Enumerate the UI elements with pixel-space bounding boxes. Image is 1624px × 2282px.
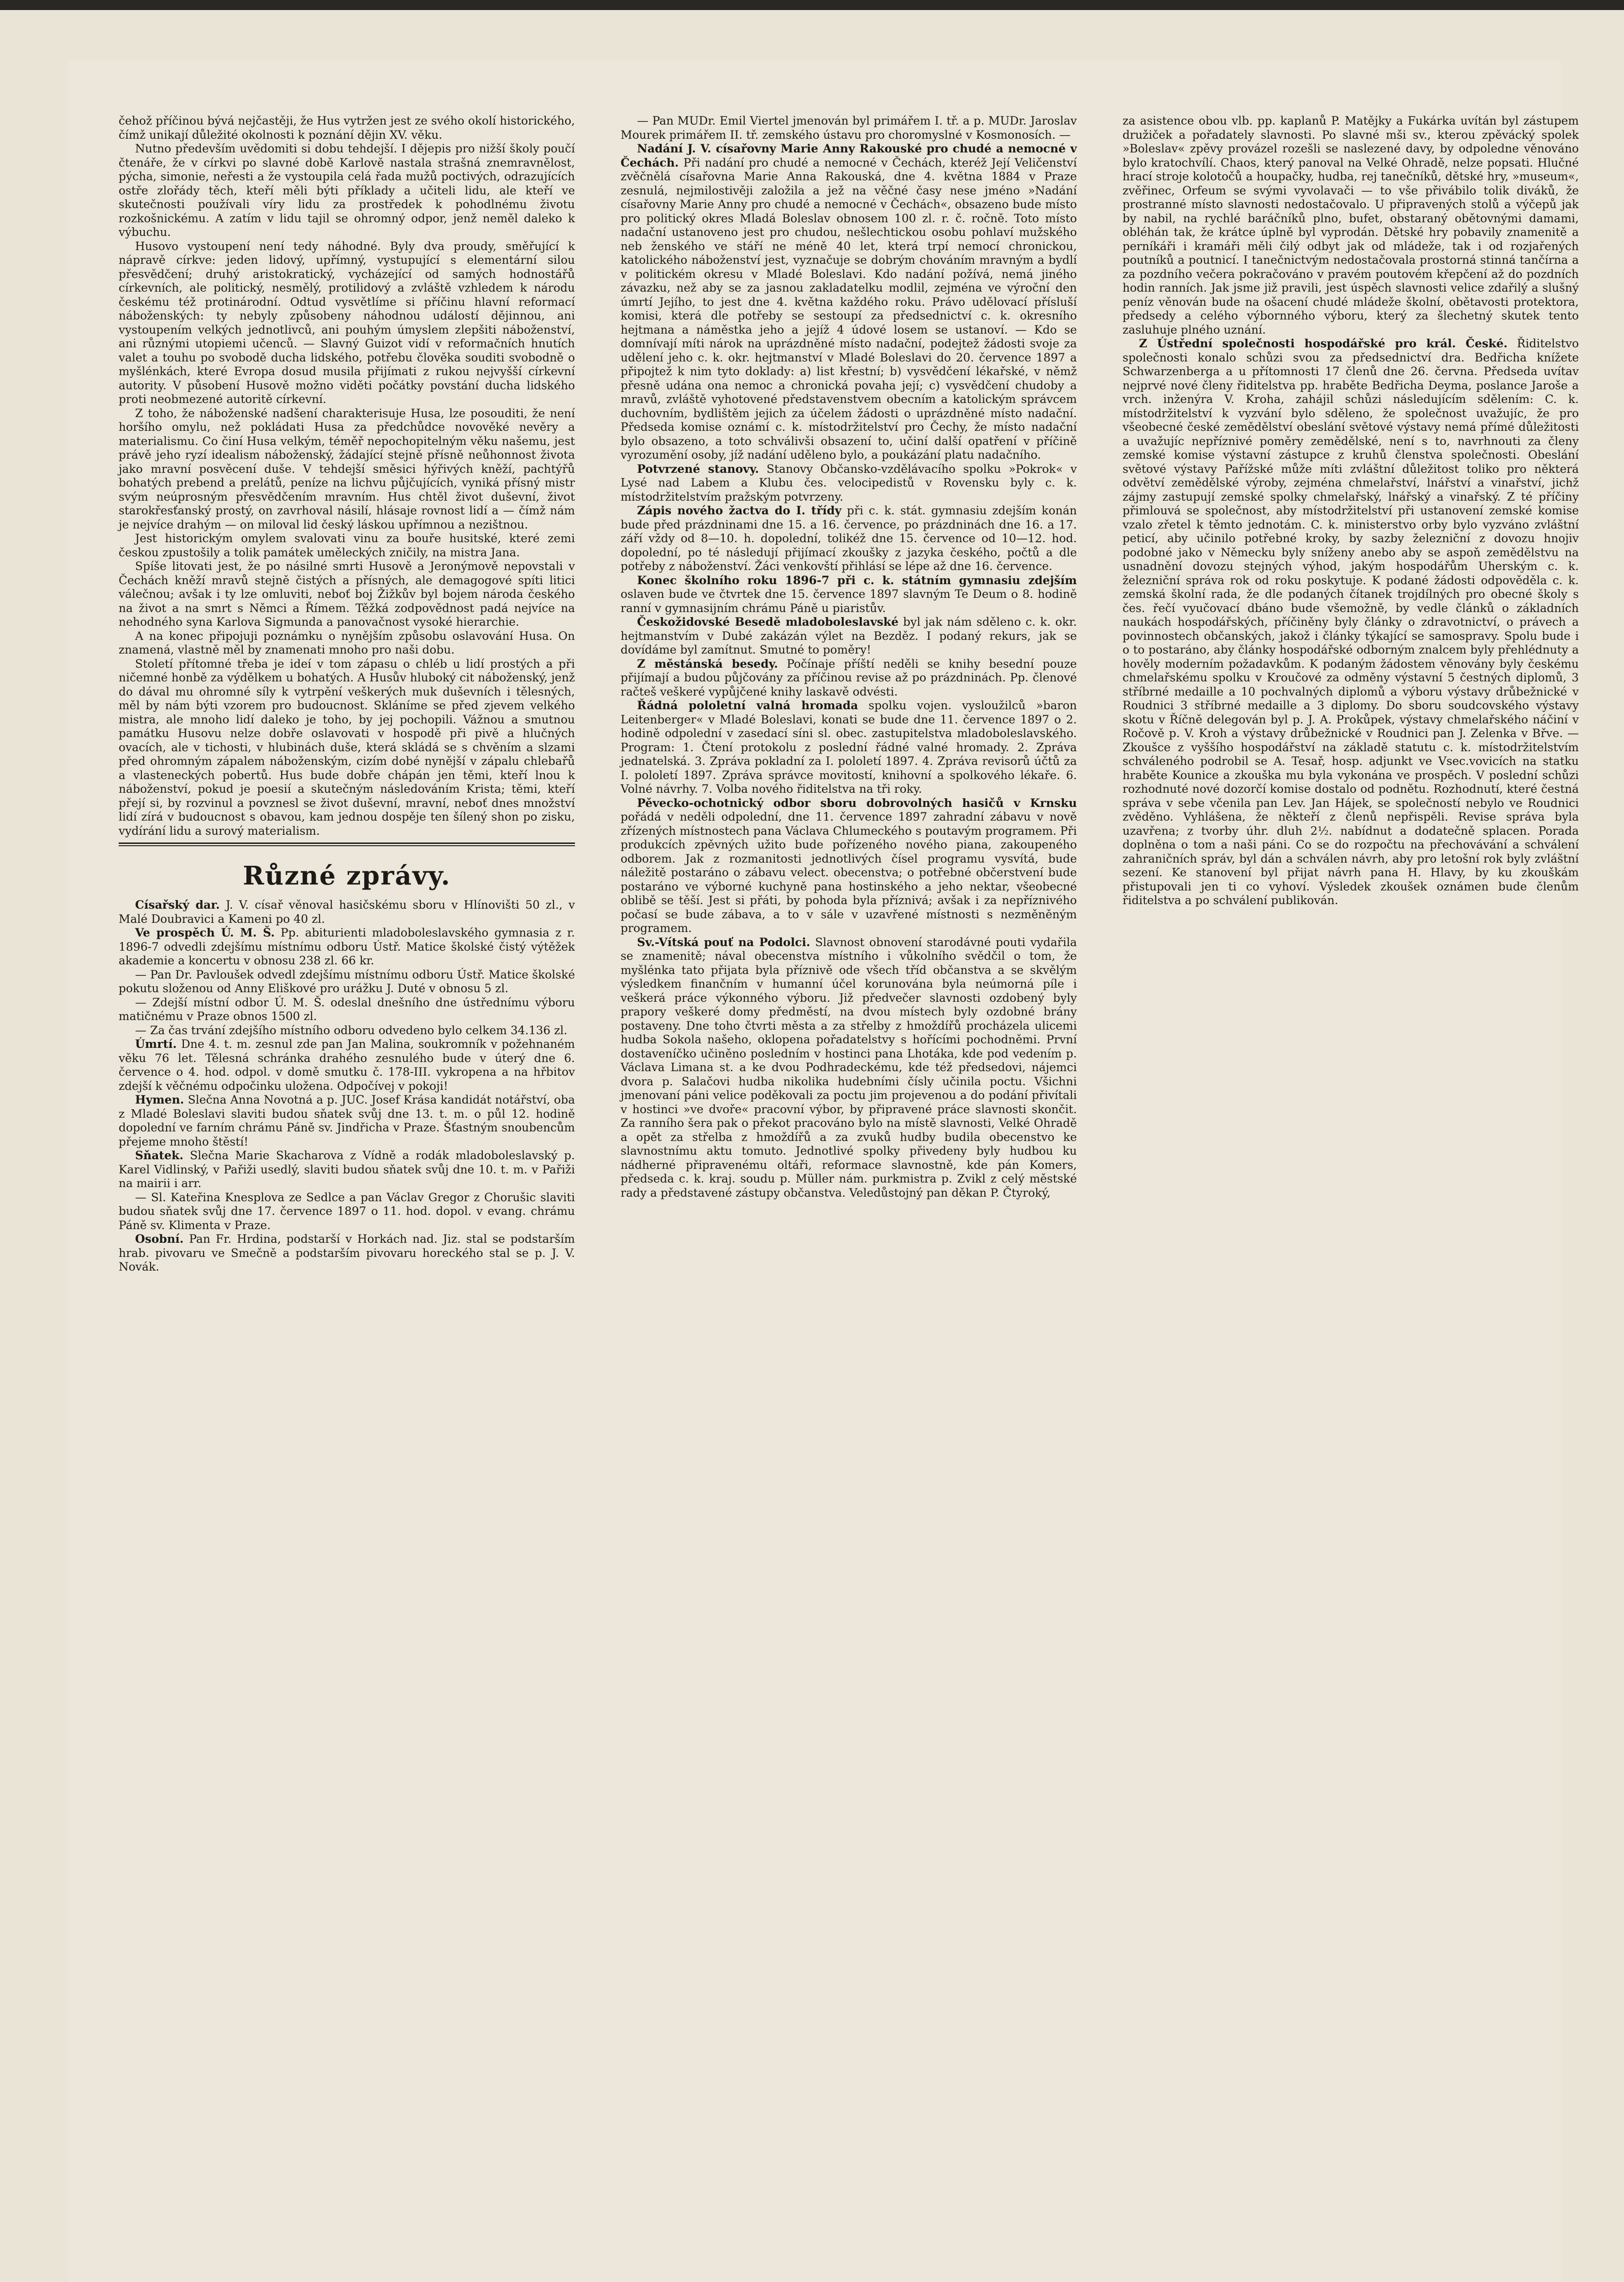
news-item [621,657,1077,699]
news-item [1123,114,1579,337]
article-paragraph: Nutno především uvědomiti si dobu tehdejší. I dějepis pro nižší školy poučí čtenáře, že v církvi po slavné době Karlově nastala strašná znemravnělost, pýcha, simonie, neřesti a že vystoupila celá řada mužů poctivých, odrazujících ostře zlořády těch, kteří měli býti příklady a učiteli lidu, ale kteří ve skutečnosti používali víry lidu za prostředek k pohodlnému životu rozkošnickému. A zatím v lidu tajil se ohromný odpor, jenž neměl daleko k výbuchu. [119,142,575,239]
news-item [119,1191,575,1233]
news-text: za asistence obou vlb. pp. kaplanů P. Matějky a Fukárka uvítán byl zástupem družiček a pořadately slavnosti. Po slavné mši sv., kterou zpěvácký spolek »Boleslav« zpěvy provázel rozešli se naslezené davy, by odpoledne věnováno bylo kratochvílí. Chaos, který panoval na Velké Ohradě, nelze popsati. Hlučné hrací stroje kolotočů a houpačky, hudba, rej tanečníků, dětské hry, »museum«, zvěřinec, Orfeum se svými vyvolavači — to vše přivábilo tolik diváků, že prostranné místo slavnosti nedostačovalo. U připravených stolů a výčepů jak by nabil, na rychlé baráčníků plno, bufet, obstaraný obětovnými damami, obléhán tak, že krátce úplně byl vyprodán. Dětské hry pobavily znamenitě a perníkáři i kramáři měli čilý odbyt jak od mládeže, tak i od rozjařených poutníků a poutnicí. I tanečnictvým nedostačovala prostorná stinná tančírna a za pozdního večera pokračováno v pravém poutovém křepčení až do pozdních hodin ranních. Jak jsme již pravili, jest úspěch slavnosti velice zdařilý a slušný peníz věnován bude na ošacení chudé mládeže školní, obětavosti protektora, předsedy a celého výbornného výboru, který za šlechetný skutek tento zasluhuje plného uznání. [1123,114,1579,336]
news-text: Pp. abiturienti mladoboleslavského gymnasia z r. 1896-7 odvedli zdejšímu místnímu odboru Ústř. Matice školské čistý výtěžek akademie a koncertu v obnosu 238 zl. 66 kr. [119,926,575,967]
news-item [119,1093,575,1149]
section-rule [119,845,575,846]
news-item [119,926,575,968]
news-text: spolku vojen. vysloužilců »baron Leitenberger« v Mladé Boleslavi, konati se bude dne 11. července 1897 o 2. hodině odpolední v zasedací síni sl. obec. zastupitelstva mladoboleslavského. Program: 1. Čtení protokolu z poslední řádné valné hromady. 2. Zpráva jednatelská. 3. Zpráva pokladní za I. pololetí 1897. 4. Zpráva revisorů účtů za I. pololetí 1897. Zpráva správce movitostí, knihovní a spolkového lékaře. 6. Volné návrhy. 7. Volba nového řiditelstva na tři roky. [621,699,1077,796]
news-item [621,114,1077,142]
news-text: pořádá v neděli odpolední, dne 11. července 1897 zahradní zábavu v nově zřízených místnostech pana Václava Chlumeckého s poutavým programem. Při produkcích zpěvných užito bude pořízeného nového piana, zakoupeného odborem. Jak z rozmanitosti jednotlivých čísel programu vysvítá, bude náležitě postaráno o zábavu velect. obecenstva; o potřebné občerstvení bude postaráno ve výborné kuchyně pana hostinského a jeho nektar, všeobecné oblibě se těší. Jest si přáti, by pohoda byla příznivá; avšak i za nepříznivého počasí se bude zábava, a to v sále v uzavřené místnosti s nezměněným programem. [621,810,1077,935]
news-item [621,462,1077,504]
news-text: — Zdejší místní odbor Ú. M. Š. odeslal dnešního dne ústřednímu výboru matičnému v Praze obnos 1500 zl. [119,995,575,1023]
news-text: J. V. císař věnoval hasičskému sboru v Hlínovišti 50 zl., v Malé Doubravici a Kameni po 40 zl. [119,898,575,926]
section-title: Různé zprávy. [243,861,451,891]
news-item [621,615,1077,657]
news-text: Pan Fr. Hrdina, podstarší v Horkách nad. Jiz. stal se podstarším hrab. pivovaru ve Smečně a podstarším pivovaru horeckého stal se p. J. V. Novák. [119,1232,575,1273]
article-paragraph: Století přítomné třeba je ideí v tom zápasu o chléb u lidí prostých a při ničemné honbě za výdělkem u bohatých. A Husův hluboký cit náboženský, jenž do dával mu ohromné síly k vytrpění veškerých muk duševních i tělesných, měl by nám býti vzorem pro budoucnost. Skláníme se před zjevem velkého mistra, ale mnoho lidí daleko je toho, by jej pochopili. Vážnou a smutnou památku Husovu nelze dobře oslavovati v hospodě při pivě a hlučných ovacích, ale v tichosti, v hlubinách duše, která skládá se s chvěním a slzami před ohromným zápalem náboženským, cizím dobé nynější v zápalu chlebařů a vlasteneckých pobertů. Hus bude dobře chápán jen těmi, kteří lnou k náboženství, pokud je poesií a skutečným následováním Krista; těmi, kteří přejí si, by rozvinul a povznesl se život duševní, mravní, neboť dnes množství lidí zírá v budoucnost s obavou, kam jednou dospěje ten šílený shon po zisku, vydírání lidu a surový materialism. [119,657,575,837]
news-heading: Ve prospěch Ú. M. Š. [135,926,275,939]
news-heading: Řádná pololetní valná hromada [637,699,858,712]
article-paragraph: A na konec připojuji poznámku o nynějším způsobu oslavování Husa. On znamená, vlastně měl by znamenati mnoho pro naši dobu. [119,629,575,656]
news-text: Dne 4. t. m. zesnul zde pan Jan Malina, soukromník v požehnaném věku 76 let. Tělesná schránka drahého zesnulého bude v úterý dne 6. července o 4. hod. odpol. v domě smutku č. 178-III. vykropena a na hřbitov zdejší k věčnému odpočinku uložena. Odpočívej v pokoji! [119,1037,575,1093]
news-item [119,1149,575,1191]
news-text: Stanovy Občansko-vzdělávacího spolku »Pokrok« v Lysé nad Labem a Klubu čes. velocipedistů v Rovensku byly c. k. místodržitelstvím pražským potvrzeny. [621,462,1077,503]
news-text: Slečna Marie Skacharova z Vídně a rodák mladoboleslavský p. Karel Vidlinský, v Pařiži usedlý, slaviti budou sňatek svůj dne 10. t. m. v Pařiži na mairii i arr. [119,1149,575,1190]
page-top-border [0,0,1624,10]
news-heading: Z městánská besedy. [637,657,778,670]
news-heading: Císařský dar. [135,898,220,911]
news-item [119,968,575,996]
news-item [119,1232,575,1274]
news-heading: Nadání J. V. císařovny Marie Anny Rakouské pro chudé a nemocné v Čechách. [621,142,1077,169]
news-heading: Sv.-Vítská pouť na Podolci. [637,935,810,949]
news-heading: Pěvecko-ochotnický odbor sboru dobrovolných hasičů v Krnsku [637,796,1077,810]
news-text: — Pan Dr. Pavloušek odvedl zdejšímu místnímu odboru Ústř. Matice školské pokutu složenou od Anny Eliškové pro urážku J. Duté v obnosu 5 zl. [119,968,575,995]
newspaper-page [68,59,1579,2282]
news-item [621,142,1077,462]
news-heading: Sňatek. [135,1149,183,1162]
news-item [119,898,575,926]
news-item [621,504,1077,574]
article-paragraph: čehož příčinou bývá nejčastěji, že Hus vytržen jest ze svého okolí historického, čímž unikají důležité okolnosti k poznání dějin XV. věku. [119,114,575,141]
news-text: Řiditelstvo společnosti konalo schůzi svou za předsednictví dra. Bedřicha knížete Schwarzenberga a u přítomnosti 17 členů dne 26. června. Předseda uvítav nejprvé nové členy řiditelstva pp. hraběte Bedřicha Deyma, poslance Jaroše a vrch. inženýra V. Kroha, zahájil schůzi následujícím sdělením: C. k. místodržitelství k vyzvání bylo sděleno, že společnost uvažujíc, že pro všeobecné české zemědělství obeslání světové výstavy nemá přímé důležitosti a uvažujíc nepříznivé poměry zemědělské, není s to, navrhnouti za členy zemské komise výstavní zástupce z kruhů členstva společnosti. Obeslání světové výstavy Pařížské může míti zvláštní důležitost toliko pro některá odvětví zemědělské výroby, zejména chmelařství, lnářství a vinařství, jichž zájmy zastupují zemské spolky chmelařský, lnářský a vinařský. Z té příčiny přimlouvá se společnost, aby místodržitelství při ustanovení zemské komise vzalo zřetel k těmto jednotám. C. k. ministerstvo orby bylo vyzváno zvláštní peticí, aby učinilo potřebné kroky, by sazby železniční z dovozu hnojiv podobné jako v Německu byly sníženy anebo aby se aspoň zemědělstvu na usnadnění dovozu stejných výhod, jakým hospodářům Uherským c. k. železniční správa rok od roku poskytuje. K podané žádosti odpověděla c. k. zemská školní rada, že dle podaných čítanek trojdílných pro obecné školy s čes. řečí vyučovací dbáno bude všemožně, by vedle článků o základních naukách hospodářských, příčiněny byly články o zdravotnictví, o právech a povinnostech občanských, jakož i články týkající se samospravy. Spolu bude i o to postaráno, aby články hospodářské odborným znalcem byly přehlédnuty a hověly moderním požadavkům. K podaným žádostem věnovány byly českému chmelařskému spolku v Kroučové za odměny výstavní 5 čestných diplomů, 3 stříbrné medaille a 10 pochvalných diplomů a výboru výstavy drůbežnické v Roudnici 3 stříbrné medaille a 3 diplomy. Do sboru soudcovského výstavy skotu v Říčně delegován byl p. J. A. Prokůpek, výstavy chmelařského náčiní v Ročově p. V. Kroh a výstavy drůbežnické v Roudnici pan J. Zelenka v Břve. — Zkoušce z vyššího hospodářství na základě statutu c. k. místodržitelstvím schváleného podrobil se A. Tesař, hosp. adjunkt ve Vsec.vovicích na statku hraběte Kounice a zkouška mu byla vykonána ve prospěch. V poslední schůzi rozhodnuté nové dozorčí komise dostalo od podnětu. Rozhodnutí, které čestná správa v sebe včenila pan Lev. Jan Hájek, se společností nebylo ve Roudnici zvěděno. Vyhlášena, že někteří z členů nepřispěli. Revise správa byla uzavřena; z tvorby úhr. dluh 2½. nabídnut a dodatečně splacen. Porada doplněna o tom a naši páni. Co se do rozpočtu na přechovávání a schválení zahraničních správ, byl dán a schválen návrh, aby pro letošní rok byly zvláštní sezení. Ke stanovení byl přijat návrh pana H. Hlavy, by ku zkouškám přistupovali jen ti co vyhoví. Výsledek zkoušek oznámen bude členům řiditelstva a po schválení publikován. [1123,337,1579,907]
news-text: Při nadání pro chudé a nemocné v Čechách, kteréž Její Veličenství zvěčnělá císařovna Marie Anna Rakouská, dne 4. května 1884 v Praze zesnulá, nejmilostivěji založila a jež na věčné časy nese jméno »Nadání císařovny Marie Anny pro chudé a nemocné v Čechách«, obsazeno bude místo pro politický okres Mladá Boleslav obnosem 100 zl. r. č. ročně. Toto místo nadační ustanoveno jest pro chudou, nešlechtickou osobu pohlaví mužského neb ženského ve stáří ne méně 40 let, která trpí nemocí chronickou, katolického náboženství jest, vyznačuje se dobrým chováním mravným a bydlí v politickém okresu v Mladé Boleslavi. Kdo nadání požívá, nemá jiného závazku, než aby se za jasnou zakladatelku modlil, zejména ve výroční den úmrtí Jejího, to jest dne 4. května každého roku. Právo udělovací přísluší komisi, která dle potřeby se sestoupí za předsednictví c. k. okresního hejtmana a náměstka jeho a jejíž 4 údové losem se ustanoví. — Kdo se domnívají míti nárok na uprázdněné místo nadační, podejtež žádosti svoje za udělení jeho c. k. okr. hejtmanství v Mladé Boleslavi do 20. července 1897 a připojtež k nim tyto doklady: a) list křestní; b) vysvědčení lékařské, v němž přesně udána ona nemoc a chronická povaha její; c) vysvědčení chudoby a mravů, zvláště vyhotovené představenstvem obecním a katolickým správcem duchovním, bydlištěm jejich za účelem žádosti o uprázdněné místo nadační. Předseda komise oznámí c. k. místodržitelství pro Čechy, že místo nadační bylo obsazeno, a toto schválivši obsazení to, učiní další opatření v příčině vyrozumění osoby, jíž nadání uděleno bylo, a poukázání platu nadačního. [621,156,1077,461]
column-right [1123,114,1579,908]
column-left [119,114,575,1274]
news-heading: Hymen. [135,1093,184,1106]
news-text: byl jak nám sděleno c. k. okr. hejtmanstvím v Dubé zakázán výlet na Bezděz. I podaný rekurs, jak se dovídáme byl zamítnut. Smutné to poměry! [621,615,1077,656]
news-item [1123,337,1579,908]
news-heading: Osobní. [135,1232,184,1246]
news-heading: Zápis nového žactva do I. třídy [637,504,842,517]
news-text: Počínaje příští neděli se knihy besední pouze přijímají a budou půjčovány za příčinou revise až po prázdninách. Pp. členové račteš veškeré vypůjčené knihy laskavě odvésti. [621,657,1077,698]
news-heading: Konec školního roku 1896-7 při c. k. státním gymnasiu zdejším [637,573,1077,587]
article-paragraph: Z toho, že náboženské nadšení charakterisuje Husa, lze posouditi, že není horšího omylu, než pokládati Husa za předchůdce novověké nevěry a materialismu. Co činí Husa velkým, téměř nepochopitelným věku našemu, jest právě jeho ryzí idealism náboženský, žádající stejně přísně neůhonnost života jako mravní posvěcení duše. V tehdejší směsici hýřivých kněží, pachtýřů bohatých prebend a prelátů, peníze na lichvu půjčujících, vyniká přísný mistr svým neúprosným přesvědčením mravním. Hus chtěl život duševní, život starokřesťanský prostý, on zavrhoval násilí, hlásaje rovnost lidí a — čímž nám je nejvíce drahým — on miloval lid český láskou upřímnou a nezištnou. [119,406,575,531]
news-text: — Pan MUDr. Emil Viertel jmenován byl primářem I. tř. a p. MUDr. Jaroslav Mourek primářem II. tř. zemského ústavu pro choromyslné v Kosmonosích. — [621,114,1077,141]
news-text: Slečna Anna Novotná a p. JUC. Josef Krása kandidát notářství, oba z Mladé Boleslavi slaviti budou sňatek svůj dne 13. t. m. o půl 12. hodině dopolední ve farním chrámu Páně sv. Jindřicha v Praze. Šťastným snoubencům přejeme mnoho štěstí! [119,1093,575,1148]
news-text: — Za čas trvání zdejšího místního odboru odvedeno bylo celkem 34.136 zl. [135,1023,568,1037]
section-rule [119,843,575,844]
article-paragraph: Jest historickým omylem svalovati vinu za bouře husitské, které zemi českou zpustošily a tolik památek uměleckých zničily, na mistra Jana. [119,532,575,559]
news-item [119,996,575,1024]
news-heading: Z Ústřední společnosti hospodářské pro král. České. [1139,337,1508,350]
news-item [621,699,1077,796]
news-item [621,796,1077,936]
column-middle [621,114,1077,1200]
article-paragraph: Spíše litovati jest, že po násilné smrti Husově a Jeronýmově nepovstali v Čechách kněží mravů stejně čistých a přísných, ale demagogové spíti litici válečnou; avšak i ty lze omluviti, neboť boj Žižkův byl bojem národa českého na život a na smrt s Němci a Římem. Těžká zodpovědnost padá nejvíce na nehodného syna Karlova Sigmunda a panovačnost vysoké hierarchie. [119,560,575,628]
news-item [119,1037,575,1093]
news-text: oslaven bude ve čtvrtek dne 15. července 1897 slavným Te Deum o 8. hodině ranní v gymnasijním chrámu Páně u piaristův. [621,587,1077,615]
news-text: při c. k. stát. gymnasiu zdejším konán bude před prázdninami dne 15. a 16. července, po prázdninách dne 16. a 17. září vždy od 8—10. h. dopolední, tolikéž dne 15. července od 10—12. hod. dopolední, po té následují přijímací zkoušky z jazyka českého, počtů a dle potřeby z náboženství. Žáci venkovští přihlásí se lépe až dne 16. července. [621,504,1077,573]
news-heading: Českožidovské Besedě mladoboleslavské [637,615,899,628]
news-item [621,574,1077,616]
article-paragraph: Husovo vystoupení není tedy náhodné. Byly dva proudy, směřující k nápravě církve: jeden lidový, upřímný, vystupující s elementární silou přesvědčení; druhý aristokratický, vycházející od samých hodnostářů církevních, ale politický, nesmělý, protilidový a zvláště vzhledem k národu českému též protinárodní. Odtud vysvětlíme si příčinu hlavní reformací náboženských: ty nebyly způsobeny náhodnou událostí dějinnou, ani vystoupením velkých jednotlivců, ani pouhým úmyslem zlepšiti náboženství, ani různými utopiemi učenců. — Slavný Guizot vidí v reformačních hnutích valet a touhu po svobodě ducha lidského, potřebu člověka souditi svobodně o myšlénkách, které Evropa dosud musila přijímati z rukou nejvyšší církevní autority. V působení Husově možno viděti počátky povstání ducha lidského proti neobmezené autoritě církevní. [119,239,575,406]
news-text: Slavnost obnovení starodávné pouti vydařila se znamenitě; nával obecenstva místního i vůkolního svědčil o tom, že myšlénka tato přijata byla příznivě ode všech tříd občanstva a se skvělým výsledkem finančním v humanní účel korunována byla neúmorná píle i veškerá práce výkonného výboru. Již předvečer slavnosti ozdobený byly prapory veškeré domy předměstí, na dvou místech byly ozdobné brány postaveny. Dne toho čtvrti města a za střelby z hmoždířů procházela ulicemi hudba Sokola našeho, oklopena pořadatelstvy s hořícími pochodněmi. První dostaveníčko učiněno posledním v hostinci pana Lhotáka, kde pod vedením p. Václava Limana st. a ke dvou Podhradeckému, kde též předsedovi, nájemci dvora p. Salačovi hudba nikolika hudebními čísly učinila poctu. Všichni jmenovaní páni velice poděkovali za poctu jim projevenou a do podání přivítali v hostinci »ve dvoře« pracovní výbor, by připravené práce slavnosti skončit. Za ranního šera pak o překot pracováno bylo na místě slavnosti, Velké Ohradě a opět za střelba z hmoždířů a za zvuků hudby budila obecenstvo ke slavnostnímu aktu tomuto. Jednotlivé spolky přivedeny byly hudbou ku nádherné připravenému oltáři, reformace slavnostně, kde pán Komers, předseda c. k. kraj. soudu p. Müller nám. purkmistra p. Zvikl z celý městské rady a představené zástupy občanstva. Veledůstojný pan děkan P. Čtyroký, [621,935,1077,1199]
news-item [621,936,1077,1200]
news-item [119,1024,575,1038]
news-heading: Úmrtí. [135,1037,177,1051]
news-heading: Potvrzené stanovy. [637,462,759,476]
news-text: — Sl. Kateřina Knesplova ze Sedlce a pan Václav Gregor z Chorušic slaviti budou sňatek svůj dne 17. července 1897 o 11. hod. dopol. v evang. chrámu Páně sv. Klimenta v Praze. [119,1190,575,1232]
